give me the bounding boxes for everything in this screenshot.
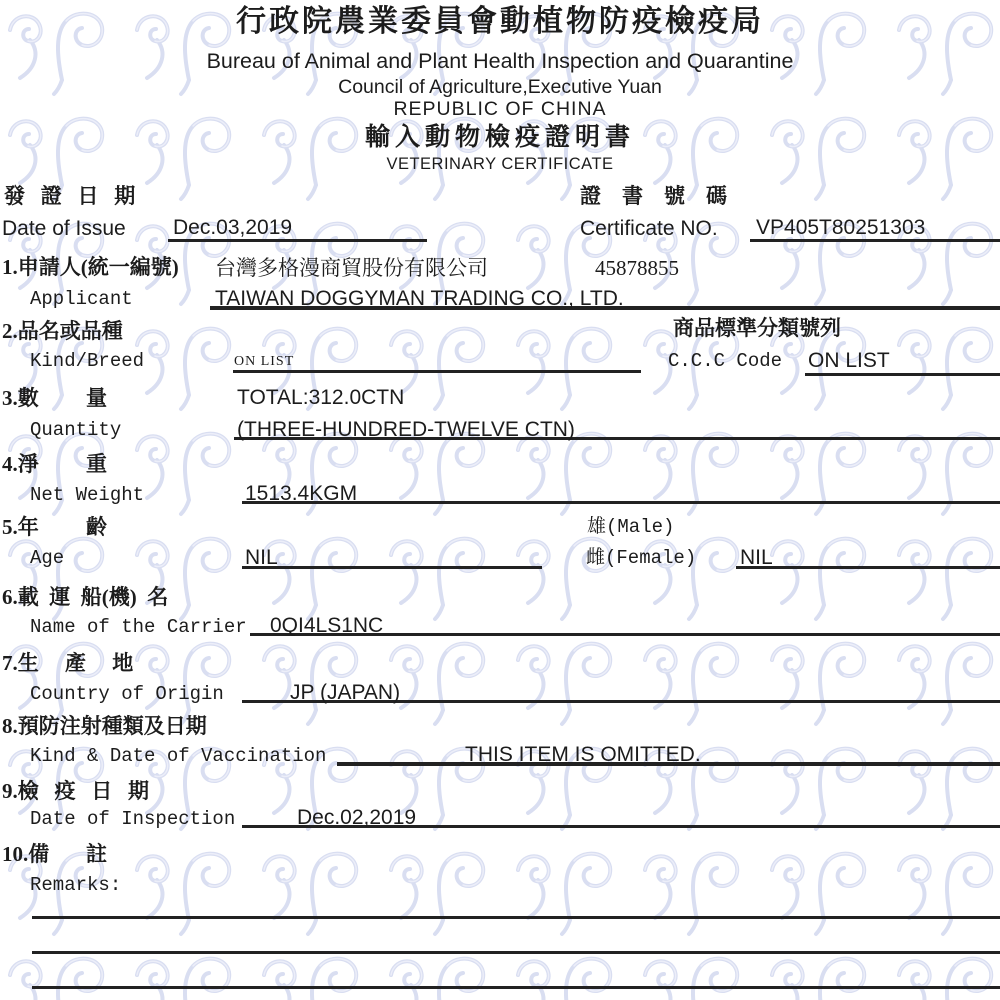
applicant-label-en: Applicant: [30, 288, 133, 310]
vaccination-value: THIS ITEM IS OMITTED.: [465, 743, 701, 766]
female-value: NIL: [740, 546, 773, 569]
origin-label-en: Country of Origin: [30, 683, 224, 705]
age-label-zh: 5.年 齡: [2, 515, 107, 539]
council-line: Council of Agriculture,Executive Yuan: [338, 76, 662, 98]
bureau-title-zh: 行政院農業委員會動植物防疫檢疫局: [236, 5, 764, 38]
kind-label-en: Kind/Breed: [30, 350, 145, 372]
vaccination-label-zh: 8.預防注射種類及日期: [2, 714, 207, 738]
applicant-value-en: TAIWAN DOGGYMAN TRADING CO., LTD.: [215, 287, 624, 310]
remarks-line-2: [32, 951, 1000, 954]
carrier-label-en: Name of the Carrier: [30, 616, 247, 638]
date-of-issue-label-zh: 發 證 日 期: [4, 184, 136, 208]
quantity-label-zh: 3.數 量: [2, 386, 107, 410]
remarks-line-3: [32, 986, 1000, 989]
underline-age: [242, 566, 542, 569]
carrier-label-zh: 6.載 運 船(機) 名: [2, 585, 169, 609]
date-of-issue-label-en: Date of Issue: [2, 217, 126, 240]
age-value: NIL: [245, 546, 278, 569]
female-label: 雌(Female): [586, 547, 697, 569]
vaccination-label-en: Kind & Date of Vaccination: [30, 745, 327, 767]
inspection-label-en: Date of Inspection: [30, 808, 236, 830]
male-label: 雄(Male): [587, 516, 675, 538]
ccc-label-zh: 商品標準分類號列: [673, 316, 841, 340]
republic-line: REPUBLIC OF CHINA: [393, 98, 607, 120]
ccc-value: ON LIST: [808, 349, 890, 372]
underline-certificate-no: [750, 239, 1000, 242]
certificate-no-label-zh: 證 書 號 碼: [580, 184, 727, 208]
net-weight-label-zh: 4.淨 重: [2, 452, 107, 476]
remarks-label-zh: 10.備 註: [2, 842, 107, 866]
certificate-no-value: VP405T80251303: [756, 216, 926, 239]
bureau-title-en: Bureau of Animal and Plant Health Inspection and Quarantine: [206, 49, 794, 73]
date-of-issue-value: Dec.03,2019: [173, 216, 293, 239]
quantity-label-en: Quantity: [30, 419, 122, 441]
ccc-label-en: C.C.C Code: [668, 350, 783, 372]
doc-title-en: VETERINARY CERTIFICATE: [386, 155, 614, 173]
applicant-label-zh: 1.申請人(統一編號): [2, 255, 179, 279]
underline-female: [736, 566, 1000, 569]
kind-label-zh: 2.品名或品種: [2, 319, 123, 343]
quantity-value-words: (THREE-HUNDRED-TWELVE CTN): [237, 418, 575, 441]
carrier-value: 0QI4LS1NC: [270, 614, 384, 637]
underline-ccc: [805, 373, 1000, 376]
underline-date-of-issue: [168, 239, 427, 242]
quantity-value-total: TOTAL:312.0CTN: [237, 386, 405, 409]
remarks-line-1: [32, 916, 1000, 919]
kind-value: ON LIST: [234, 354, 295, 369]
net-weight-label-en: Net Weight: [30, 484, 145, 506]
age-label-en: Age: [30, 547, 65, 569]
remarks-label-en: Remarks:: [30, 874, 122, 896]
net-weight-value: 1513.4KGM: [245, 482, 358, 505]
applicant-uniform-number: 45878855: [595, 256, 679, 280]
origin-value: JP (JAPAN): [290, 681, 401, 704]
doc-title-zh: 輸入動物檢疫證明書: [364, 124, 635, 151]
origin-label-zh: 7.生 產 地: [2, 651, 134, 675]
certificate-no-label-en: Certificate NO.: [580, 217, 718, 240]
inspection-value: Dec.02,2019: [297, 806, 417, 829]
underline-kind: [233, 370, 641, 373]
applicant-value-zh: 台灣多格漫商貿股份有限公司: [215, 256, 488, 280]
inspection-label-zh: 9.檢 疫 日 期: [2, 779, 149, 803]
